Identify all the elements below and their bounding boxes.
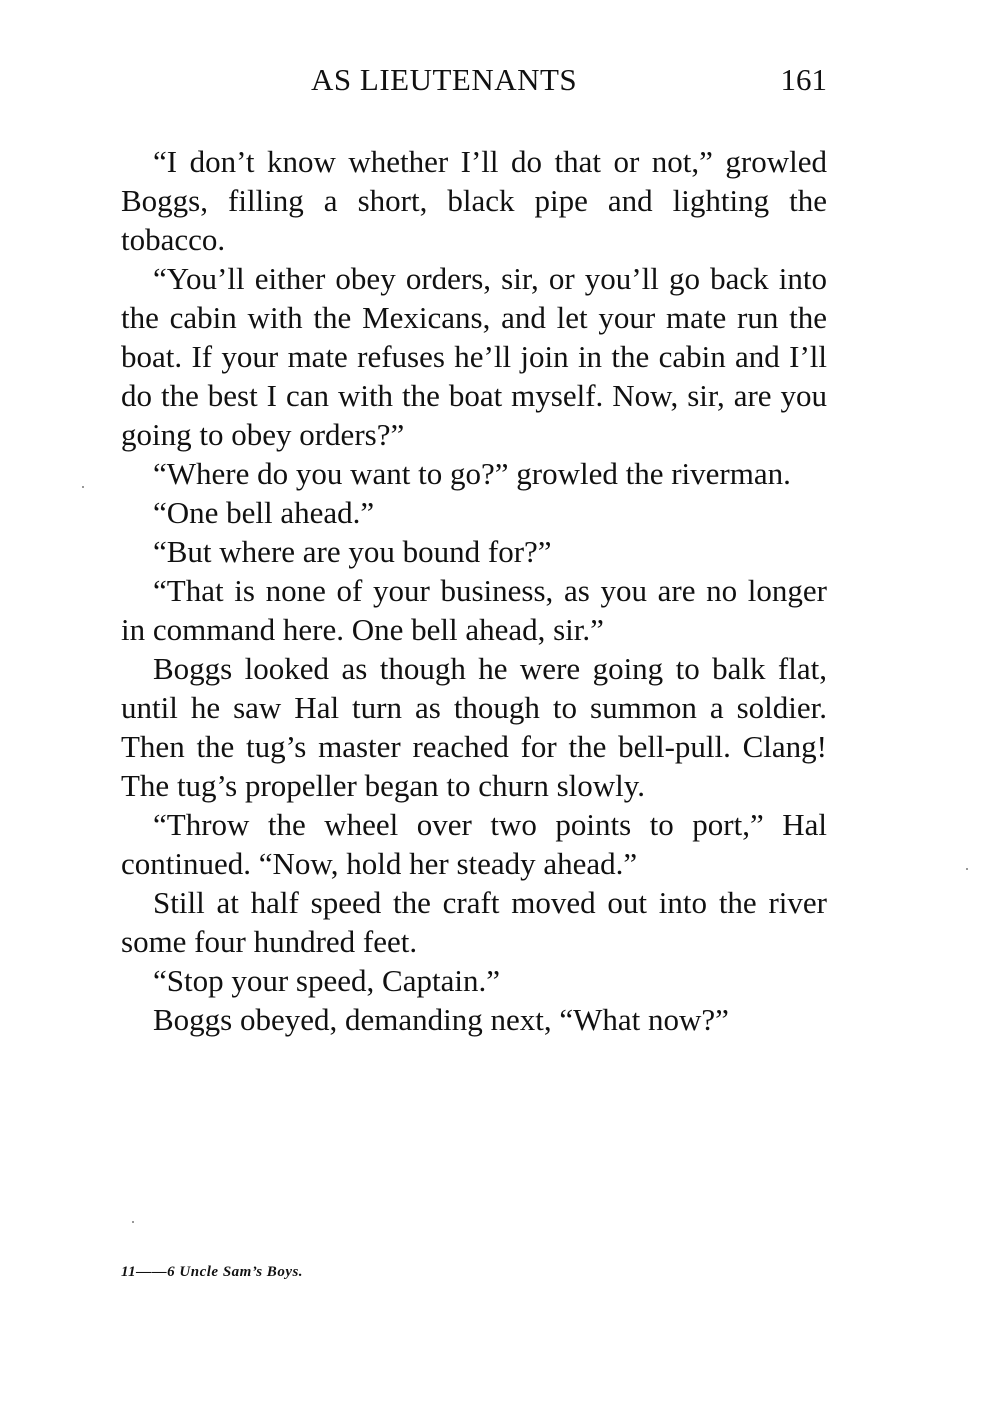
paragraph: Boggs looked as though he were going to balk flat, until he saw Hal turn as though to summon a soldier. Then the tug’s master reached for the bell-pull. Clang! The tug’s propeller began to churn slowly.: [121, 651, 827, 803]
paragraph: “Throw the wheel over two points to port,” Hal continued. “Now, hold her steady ahead.”: [121, 807, 827, 881]
paper-speck: [82, 486, 84, 488]
paragraph: “Stop your speed, Captain.”: [153, 963, 500, 998]
paper-speck: [966, 868, 968, 870]
paragraph: Still at half speed the craft moved out into the river some four hundred feet.: [121, 885, 827, 959]
paragraph: Boggs obeyed, demanding next, “What now?”: [153, 1002, 729, 1037]
paragraph: “One bell ahead.”: [153, 495, 375, 530]
running-header: [121, 58, 827, 102]
paragraph: “I don’t know whether I’ll do that or not,” growled Boggs, filling a short, black pipe and lighting the tobacco.: [121, 144, 827, 257]
body-text: [121, 142, 827, 1039]
running-title: AS LIEUTENANTS: [311, 62, 578, 97]
signature-mark: 11——6 Uncle Sam’s Boys.: [121, 1264, 304, 1280]
paragraph: “Where do you want to go?” growled the riverman.: [153, 456, 791, 491]
page-number: 161: [780, 62, 827, 97]
paper-speck: [132, 1221, 134, 1223]
paragraph: “That is none of your business, as you are no longer in command here. One bell ahead, sir.”: [121, 573, 827, 647]
paragraph: “But where are you bound for?”: [153, 534, 552, 569]
paragraph: “You’ll either obey orders, sir, or you’ll go back into the cabin with the Mexicans, and let your mate run the boat. If your mate refuses he’ll join in the cabin and I’ll do the best I can with the boat myself. Now, sir, are you going to obey orders?”: [121, 261, 827, 452]
